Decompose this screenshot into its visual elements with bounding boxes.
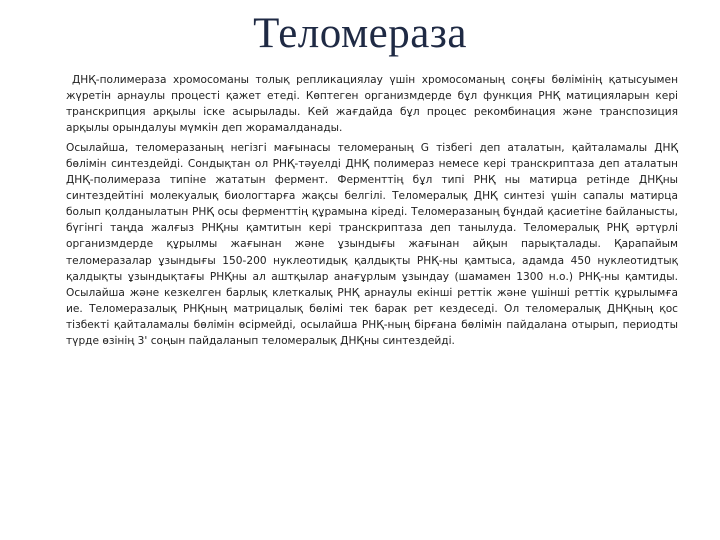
slide-body xyxy=(66,72,678,349)
paragraph-2: Осылайша, теломеразаның негізгі мағынасы теломераның G тізбегі деп аталатын, қайталамалы ДНҚ бөлімін синтездейді. Сондықтан ол РНҚ-тәуелді ДНҚ полимераз немесе кері транскриптаза деп аталатын ДНҚ-полимераза типіне жататын фермент. Ферменттің бұл типі РНҚ ны матирца ретінде ДНҚны синтездейтіні молекуалық биологтарға жақсы белгілі. Теломералық ДНҚ синтезі үшін сапалы матирца болып қолданылатын РНҚ осы ферменттің құрамына кіреді. Теломеразаның бұндай қасиетіне байланысты, бүгінгі таңда жалғыз РНҚны қамтитын кері транскриптаза деп танылуда. Теломералық РНҚ әртүрлі организмдерде құрылмы жағынан және ұзындығы жағынан айқын парықталады. Қарапайым теломеразалар ұзындығы 150-200 нуклеотидық қалдықты РНҚ-ны қамтыса, адамда 450 нуклеотидтық қалдықты ұзындықтағы РНҚны ал аштқылар анағұрлым ұзындау (шамамен 1300 н.о.) РНҚ-ны қамтиды. Осылайша және кезкелген барлық клеткалық РНҚ арнаулы екінші реттік және үшінші реттік құрылымға ие. Теломеразалық РНҚның матрицалық бөлімі тек барак рет кездеседі. Ол теломералық ДНҚның қос тізбекті қайталамалы бөлімін өсірмейді, осылайша РНҚ-ның бірғана бөлімін пайдалана отырып, периодты түрде өзінің 3' соңын пайдаланып теломералық ДНҚны синтездейді. xyxy=(66,142,678,347)
paragraph-1: ДНҚ-полимераза хромосоманы толық репликациялау үшін хромосоманың соңғы бөлімінің қатысуымен жүретін арнаулы процесті қажет етеді. Көптеген организмдерде бұл функция РНҚ матицияларын кері транскрипция арқылы іске асырылады. Кей жағдайда бұл процес рекомбинация және транспозиция арқылы орындалуы мүмкін деп жорамалданады. xyxy=(66,74,678,135)
slide-title: Теломераза xyxy=(253,10,467,57)
